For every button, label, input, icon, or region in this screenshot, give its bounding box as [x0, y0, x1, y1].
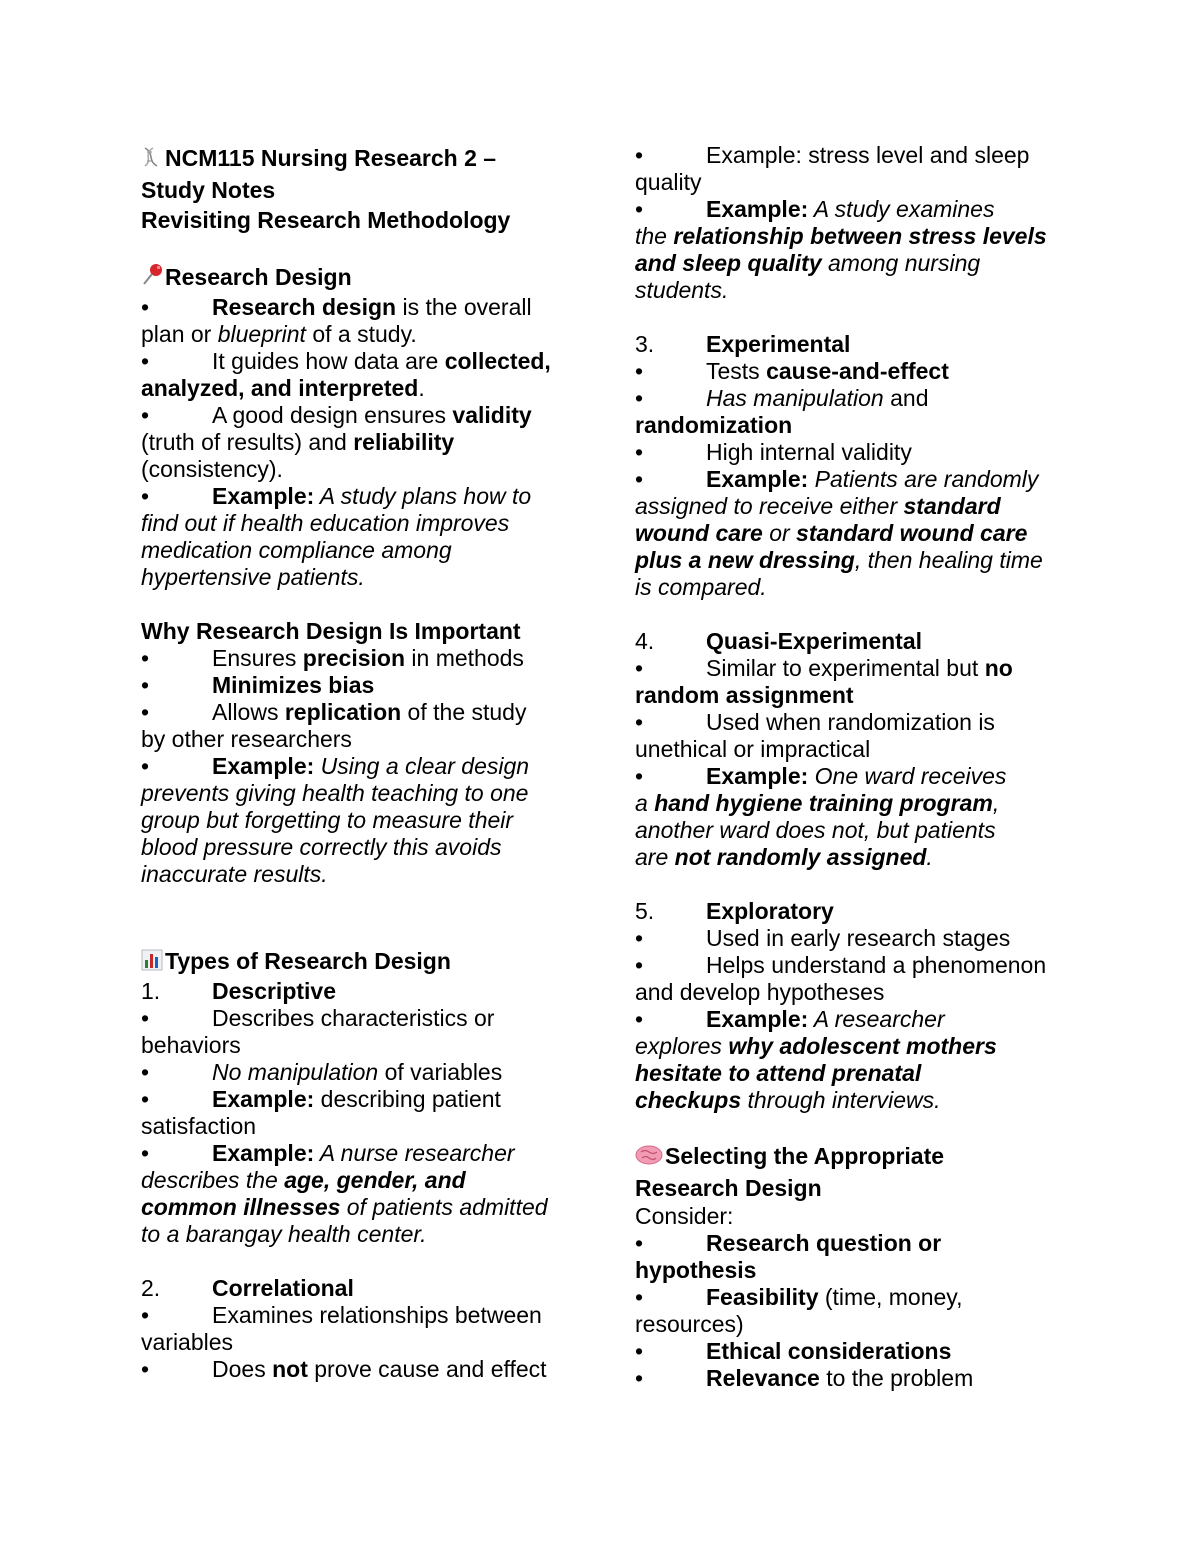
list-item: • Example: Using a clear design	[141, 753, 530, 779]
doc-subtitle: Revisiting Research Methodology	[141, 207, 511, 233]
list-item-cont: resources)	[635, 1311, 744, 1337]
list-item-cont: hesitate to attend prenatal	[635, 1060, 922, 1086]
list-item: • Feasibility (time, money,	[635, 1284, 963, 1310]
list-item-cont: common illnesses of patients admitted	[141, 1194, 548, 1220]
list-item: • Has manipulation and	[635, 385, 929, 411]
list-item: • Ethical considerations	[635, 1338, 952, 1364]
list-item: 3. Experimental	[635, 331, 851, 357]
list-item: • Used when randomization is	[635, 709, 995, 735]
section-heading-types: Types of Research Design	[141, 946, 566, 978]
list-item-cont: prevents giving health teaching to one	[141, 780, 529, 806]
list-item-cont: medication compliance among	[141, 537, 452, 563]
list-item: • Example: A study examines	[635, 196, 995, 222]
list-item: • Examines relationships between	[141, 1302, 542, 1328]
list-item: • High internal validity	[635, 439, 912, 465]
list-item: • Allows replication of the study	[141, 699, 527, 725]
list-item-cont: assigned to receive either standard	[635, 493, 1001, 519]
list-item-cont: is compared.	[635, 574, 767, 600]
list-item-cont: by other researchers	[141, 726, 352, 752]
list-item: • Example: A researcher	[635, 1006, 945, 1032]
list-item-cont: inaccurate results.	[141, 861, 328, 887]
list-item-cont: checkups through interviews.	[635, 1087, 941, 1113]
list-item: • Tests cause-and-effect	[635, 358, 949, 384]
list-item-cont: hypertensive patients.	[141, 564, 365, 590]
list-item: 2. Correlational	[141, 1275, 354, 1301]
list-item: • Helps understand a phenomenon	[635, 952, 1047, 978]
list-item-cont: wound care or standard wound care	[635, 520, 1028, 546]
list-item: • Example: One ward receives	[635, 763, 1007, 789]
list-item: • Similar to experimental but no	[635, 655, 1013, 681]
list-item: • Describes characteristics or	[141, 1005, 495, 1031]
list-item-cont: and sleep quality among nursing	[635, 250, 981, 276]
list-item-cont: behaviors	[141, 1032, 241, 1058]
list-item-cont: plus a new dressing, then healing time	[635, 547, 1043, 573]
list-item-cont: to a barangay health center.	[141, 1221, 427, 1247]
right-column	[635, 142, 1060, 1392]
section-heading-selecting-2: Research Design	[635, 1175, 822, 1201]
list-item-cont: blood pressure correctly this avoids	[141, 834, 502, 860]
pushpin-icon	[141, 263, 165, 294]
list-item-cont: the relationship between stress levels	[635, 223, 1047, 249]
list-item-cont: analyzed, and interpreted.	[141, 375, 425, 401]
list-item: • Relevance to the problem	[635, 1365, 974, 1391]
list-item-cont: are not randomly assigned.	[635, 844, 933, 870]
bar-chart-icon	[141, 948, 165, 978]
list-item: • It guides how data are collected,	[141, 348, 551, 374]
brain-icon	[635, 1143, 665, 1173]
list-item: • Example: describing patient	[141, 1086, 501, 1112]
list-item-cont: variables	[141, 1329, 234, 1355]
list-item-cont: randomization	[635, 412, 793, 438]
list-item: • Does not prove cause and effect	[141, 1356, 547, 1382]
list-item: • Research design is the overall	[141, 294, 532, 320]
list-item: 1. Descriptive	[141, 978, 337, 1004]
list-item-cont: and develop hypotheses	[635, 979, 885, 1005]
list-item: • Example: stress level and sleep	[635, 142, 1030, 168]
section-heading-selecting: Selecting the Appropriate	[635, 1141, 1060, 1173]
doc-title-line-1: NCM115 Nursing Research 2 –	[141, 143, 566, 175]
list-item-cont: explores why adolescent mothers	[635, 1033, 997, 1059]
list-item: 5. Exploratory	[635, 898, 834, 924]
list-item: • Minimizes bias	[141, 672, 375, 698]
list-item-cont: describes the age, gender, and	[141, 1167, 466, 1193]
list-item: • Example: A study plans how to	[141, 483, 532, 509]
list-item-cont: students.	[635, 277, 729, 303]
consider-label: Consider:	[635, 1203, 734, 1229]
list-item: • No manipulation of variables	[141, 1059, 503, 1085]
list-item: • Ensures precision in methods	[141, 645, 524, 671]
list-item: 4. Quasi-Experimental	[635, 628, 923, 654]
list-item-cont: group but forgetting to measure their	[141, 807, 514, 833]
list-item-cont: a hand hygiene training program,	[635, 790, 1000, 816]
list-item-cont: satisfaction	[141, 1113, 257, 1139]
list-item-cont: plan or blueprint of a study.	[141, 321, 417, 347]
doc-title-line-2: Study Notes	[141, 177, 276, 203]
list-item-cont: (consistency).	[141, 456, 283, 482]
list-item: • Research question or	[635, 1230, 942, 1256]
list-item-cont: random assignment	[635, 682, 854, 708]
section-heading-research-design: Research Design	[141, 262, 566, 294]
list-item-cont: (truth of results) and reliability	[141, 429, 455, 455]
list-item-cont: quality	[635, 169, 702, 195]
list-item: • Example: A nurse researcher	[141, 1140, 515, 1166]
section-heading-why: Why Research Design Is Important	[141, 618, 521, 644]
list-item: • Used in early research stages	[635, 925, 1011, 951]
list-item: • A good design ensures validity	[141, 402, 532, 428]
left-column	[141, 143, 566, 1383]
list-item-cont: hypothesis	[635, 1257, 757, 1283]
list-item-cont: unethical or impractical	[635, 736, 871, 762]
list-item-cont: find out if health education improves	[141, 510, 510, 536]
list-item-cont: another ward does not, but patients	[635, 817, 996, 843]
dna-icon	[141, 145, 165, 175]
list-item: • Example: Patients are randomly	[635, 466, 1039, 492]
